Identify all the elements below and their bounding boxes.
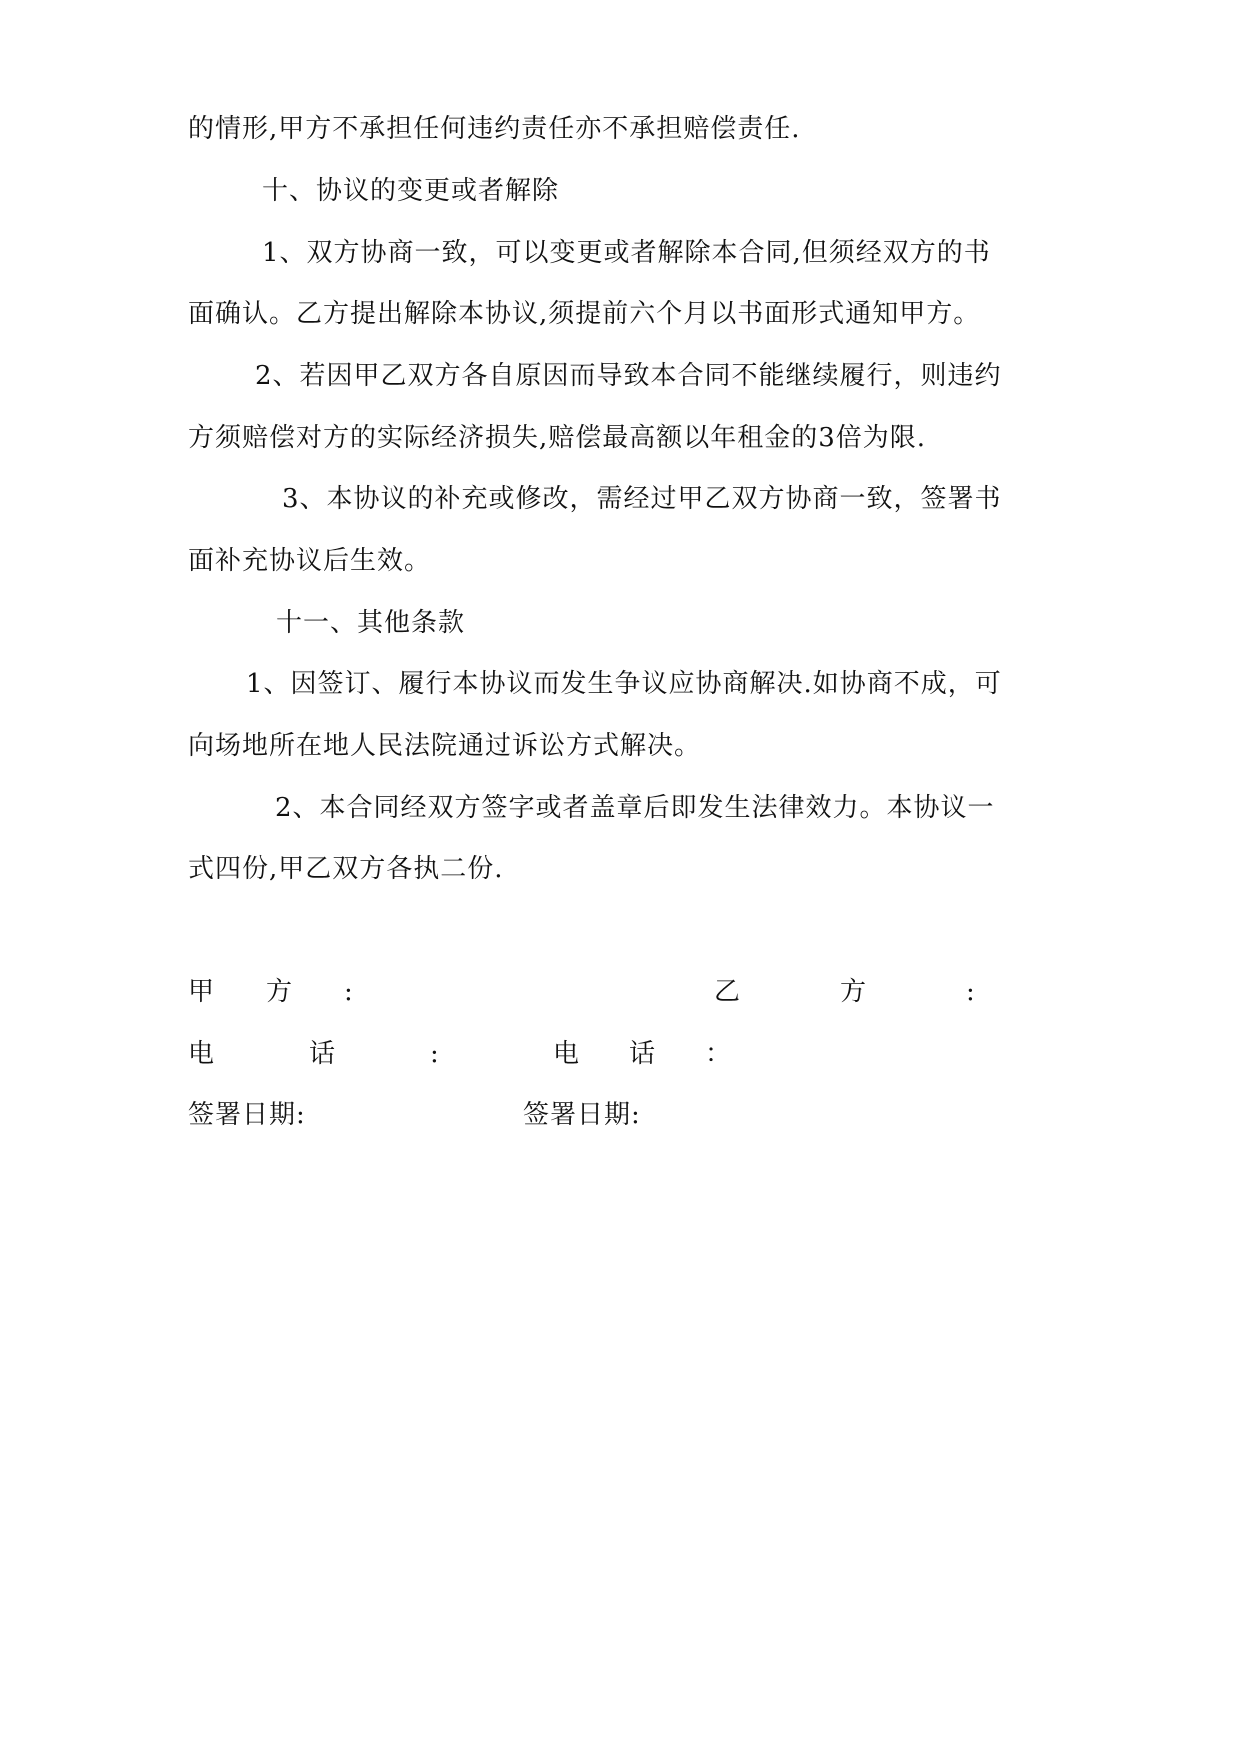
- paragraph-line: 向场地所在地人民法院通过诉讼方式解决。: [188, 731, 702, 761]
- paragraph-line: 方须赔偿对方的实际经济损失,赔偿最高额以年租金的3倍为限.: [188, 423, 927, 453]
- paragraph-line: 2、若因甲乙双方各自原因而导致本合同不能继续履行，则违约: [255, 361, 1002, 391]
- paragraph-line: 面补充协议后生效。: [188, 546, 432, 576]
- paragraph-line: 1、双方协商一致，可以变更或者解除本合同,但须经双方的书: [262, 238, 991, 268]
- party-b-label: 乙方:: [714, 977, 1075, 1007]
- section-heading-other-terms: 十一、其他条款: [276, 608, 466, 638]
- paragraph-line: 3、本协议的补充或修改，需经过甲乙双方协商一致，签署书: [282, 484, 1002, 514]
- paragraph-line: 面确认。乙方提出解除本协议,须提前六个月以书面形式通知甲方。: [188, 299, 981, 329]
- party-b-date-label: 签署日期:: [523, 1100, 641, 1130]
- paragraph-line: 2、本合同经双方签字或者盖章后即发生法律效力。本协议一: [275, 793, 995, 823]
- paragraph-line: 的情形,甲方不承担任何违约责任亦不承担赔偿责任.: [188, 114, 801, 144]
- party-a-label: 甲方:: [188, 977, 405, 1007]
- party-a-phone-label: 电话:: [188, 1039, 534, 1069]
- paragraph-line: 1、因签订、履行本协议而发生争议应协商解决.如协商不成，可: [246, 669, 1002, 699]
- party-a-date-label: 签署日期:: [188, 1100, 306, 1130]
- party-b-phone-label: 电话：: [553, 1039, 782, 1069]
- section-heading-amendment: 十、协议的变更或者解除: [262, 176, 560, 206]
- paragraph-line: 式四份,甲乙双方各执二份.: [188, 854, 504, 884]
